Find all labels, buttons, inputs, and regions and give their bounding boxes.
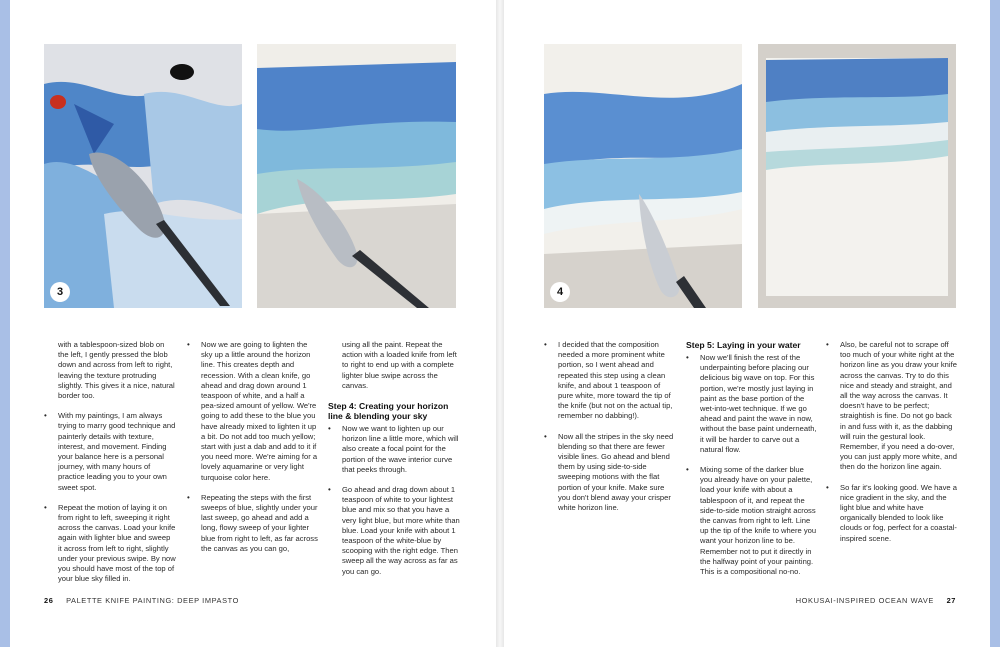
left-column-2 (187, 340, 319, 564)
right-column-3 (826, 340, 958, 554)
step-4-heading: Step 4: Creating your horizon line & blending your sky (328, 401, 449, 422)
list-item: • Repeat the motion of laying it on from right to left, sweeping it right across the canvas. Load your knife again with lighter blue and sweep it across from left to right, slightly under your previous swipe. By now you should have most of the top of your blue sky filled in. (44, 503, 176, 585)
step-badge: 3 (50, 282, 70, 302)
right-footer (796, 596, 956, 605)
left-column-1 (44, 340, 176, 594)
bullet-list (544, 340, 676, 513)
book-title: PALETTE KNIFE PAINTING: DEEP IMPASTO (66, 596, 239, 605)
list-item: • Go ahead and drag down about 1 teaspoon of white to your lightest blue and mix so that you have a very light blue, but more white than blue. Load your knife with about 1 teaspoon of the white-blue by scooping with the right edge. Then sweep all the way across as far as you can go. (328, 485, 460, 577)
left-column-3 (328, 340, 460, 587)
bullet-list (826, 340, 958, 544)
list-item: • With my paintings, I am always trying to marry good technique and painterly details with texture, interest, and movement. Finding your balance here is a personal journey, with many hours of practice leading you to your own sweet spot. (44, 411, 176, 493)
step-badge: 4 (550, 282, 570, 302)
list-item: • Now we'll finish the rest of the underpainting before placing our delicious big wave on top. For this portion, we're mostly just laying in paint as the base portion of the wet-into-wet technique. If we go ahead and paint the wave in now, without the base paint underneath, it will be harder to carve out a natural flow. (686, 353, 818, 455)
step-4-photo-result (758, 44, 956, 308)
palette-knife-image (44, 44, 242, 308)
list-item: • Repeating the steps with the first sweeps of blue, slightly under your last sweep, go ahead and add a long, flowy sweep of your lighter blue from right to left, as far across the canvas as you can go, (187, 493, 319, 554)
right-page (504, 0, 990, 647)
chapter-title: HOKUSAI-INSPIRED OCEAN WAVE (795, 596, 934, 605)
step-4-photo-blending (544, 44, 742, 308)
list-item: • Now all the stripes in the sky need blending so that there are fewer visible lines. Go ahead and blend them by using side-to-side sweeping motions with the flat portion of your knife. Make sure you don't blend away your crisper white horizon line. (544, 432, 676, 514)
step-3-photo-palette (44, 44, 242, 308)
canvas-blending-image (544, 44, 742, 308)
bullet-list (328, 424, 460, 577)
paragraph: using all the paint. Repeat the action with a loaded knife from left to right to end up with a complete lighter blue swipe across the canvas. (342, 340, 457, 390)
list-item: • So far it's looking good. We have a nice gradient in the sky, and the light blue and white have organically blended to look like clouds or fog, perfect for a coastal-inspired scene. (826, 483, 958, 544)
canvas-result-image (758, 44, 956, 308)
paragraph: with a tablespoon-sized blob on the left, I gently pressed the blob down and across from left to right, leaving the texture protruding slightly. This gives it a nice, natural border too. (58, 340, 175, 401)
list-item: • I decided that the composition needed a more prominent white portion, so I went ahead and repeated this step using a clean knife, and about 1 teaspoon of pure white, more toward the tip of the knife (but not on the actual tip, remember no dabbing!). (544, 340, 676, 422)
page-number: 26 (44, 596, 54, 605)
right-column-2 (686, 340, 818, 587)
step-3-photo-canvas (257, 44, 456, 308)
right-column-1 (544, 340, 676, 523)
left-page (10, 0, 496, 647)
canvas-sky-image (257, 44, 456, 308)
left-footer (44, 596, 239, 605)
book-gutter (496, 0, 504, 647)
list-item: • Now we want to lighten up our horizon line a little more, which will also create a focal point for the portion of the wave interior curve that peeks through. (328, 424, 460, 475)
step-5-heading: Step 5: Laying in your water (686, 340, 801, 350)
page-number: 27 (946, 596, 956, 605)
bullet-list (686, 353, 818, 577)
list-item: • Also, be careful not to scrape off too much of your white right at the horizon line as you draw your knife across the canvas. Try to do this nice and steady and straight, and all the way across the canvas. It doesn't have to be perfect; straightish is fine. Do not go back in and fuss with it, as the dabbing will ruin the gestural look. Remember, if you need a do-over, you can just apply more white, and then do the horizon line again. (826, 340, 958, 473)
list-item: • Now we are going to lighten the sky up a little around the horizon line. This creates depth and recession. With a clean knife, go ahead and drag down around 1 teaspoon of white, and a half a pea-sized amount of yellow. We're going to add these to the blue you have already mixed to lighten it up a bit. Do not add too much yellow; start with just a dab and add to it if you need more. We're aiming for a lovely aquamarine or very light turquoise color here. (187, 340, 319, 483)
bullet-list (187, 340, 319, 554)
bullet-list (44, 411, 176, 584)
list-item: • Mixing some of the darker blue you already have on your palette, load your knife with about a tablespoon of it, and repeat the side-to-side motion straight across the canvas from right to left. Line up the tip of the knife to where you want your horizon line to be. Remember not to put it directly in the halfway point of your painting. This is a compositional no-no. (686, 465, 818, 577)
